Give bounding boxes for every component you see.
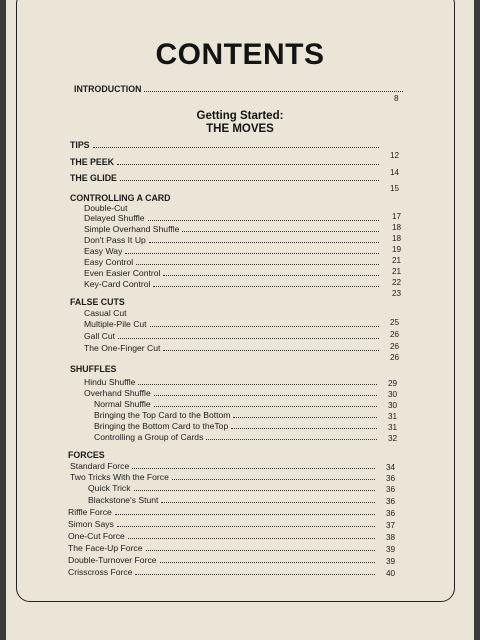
toc-page-number: 17 <box>392 212 402 221</box>
toc-page-number: 31 <box>388 423 398 432</box>
dot-leader <box>115 513 375 515</box>
toc-page-number: 38 <box>386 533 396 542</box>
toc-page-number: 36 <box>386 485 396 494</box>
toc-entry-label: Double-Turnover Force <box>68 555 157 565</box>
toc-page-number: 30 <box>388 390 398 399</box>
toc-entry-the-glide <box>70 172 382 183</box>
toc-page-number: 19 <box>392 245 402 254</box>
toc-entry-the-peek <box>70 156 382 167</box>
toc-page-number: 21 <box>392 267 402 276</box>
toc-entry-label: Double-Cut <box>84 203 128 213</box>
toc-section-label: CONTROLLING A CARD <box>70 193 171 203</box>
toc-entry <box>84 307 384 318</box>
toc-entry-label: Even Easier Control <box>84 268 161 278</box>
dot-leader <box>128 537 375 539</box>
toc-section-label: FALSE CUTS <box>70 297 125 307</box>
toc-entry-label: Bringing the Top Card to the Bottom <box>94 410 231 420</box>
toc-page-number: 26 <box>390 353 400 362</box>
toc-entry <box>84 256 382 267</box>
toc-page-number: 14 <box>390 168 400 177</box>
dot-leader <box>231 427 377 429</box>
toc-section-false-cuts <box>70 296 270 307</box>
toc-entry-label: INTRODUCTION <box>74 84 142 94</box>
toc-entry-label: Simon Says <box>68 519 114 529</box>
toc-entry-label: Gall Cut <box>84 331 116 341</box>
toc-entry <box>84 387 380 398</box>
toc-entry <box>84 245 382 256</box>
toc-entry <box>84 267 382 278</box>
toc-entry <box>94 431 380 442</box>
toc-entry <box>84 212 382 223</box>
toc-entry <box>84 223 382 234</box>
toc-page-number: 36 <box>386 509 396 518</box>
toc-entry <box>88 494 378 505</box>
toc-page-number: 32 <box>388 434 398 443</box>
toc-page-number: 21 <box>392 256 402 265</box>
page-title: CONTENTS <box>155 38 325 71</box>
toc-page-number: 31 <box>388 412 398 421</box>
dot-leader <box>138 383 377 385</box>
toc-entry-tips <box>70 139 382 150</box>
dot-leader <box>154 394 377 396</box>
toc-page-number: 18 <box>392 234 402 243</box>
dot-leader <box>120 179 379 181</box>
toc-page-number: 34 <box>386 463 396 472</box>
toc-entry <box>94 420 380 431</box>
dot-leader <box>135 573 375 575</box>
toc-entry <box>84 342 382 353</box>
dot-leader <box>125 252 379 254</box>
dot-leader <box>172 478 375 480</box>
dot-leader <box>163 274 379 276</box>
dot-leader <box>150 325 379 327</box>
toc-entry-label: TIPS <box>70 140 90 150</box>
toc-page-number: 37 <box>386 521 396 530</box>
toc-entry-label: Standard Force <box>70 461 130 471</box>
dot-leader <box>149 241 379 243</box>
toc-entry <box>94 398 380 409</box>
dot-leader <box>144 90 403 92</box>
toc-entry-label: Riffle Force <box>68 507 112 517</box>
toc-entry <box>68 530 378 541</box>
toc-entry-label: THE GLIDE <box>70 173 117 183</box>
toc-page-number: 40 <box>386 569 396 578</box>
toc-entry <box>88 482 378 493</box>
toc-entry <box>94 409 380 420</box>
toc-entry <box>68 542 378 553</box>
toc-page-number: 25 <box>390 318 400 327</box>
dot-leader <box>132 467 375 469</box>
toc-entry-label: One-Cut Force <box>68 531 125 541</box>
toc-entry <box>68 554 378 565</box>
toc-section-label: SHUFFLES <box>70 364 117 374</box>
toc-entry-label: Casual Cut <box>84 308 127 318</box>
toc-entry <box>84 234 382 245</box>
toc-page-number: 39 <box>386 557 396 566</box>
dot-leader <box>160 561 375 563</box>
dot-leader <box>148 219 379 221</box>
toc-entry-label: Don't Pass It Up <box>84 235 146 245</box>
toc-entry <box>70 471 378 482</box>
dot-leader <box>136 263 379 265</box>
dot-leader <box>154 405 377 407</box>
toc-page-number: 39 <box>386 545 396 554</box>
dot-leader <box>117 163 379 165</box>
toc-page-number: 23 <box>392 289 402 298</box>
toc-page-number: 30 <box>388 401 398 410</box>
toc-section-shuffles <box>70 363 270 374</box>
toc-page-number: 22 <box>392 278 402 287</box>
dot-leader <box>153 285 379 287</box>
dot-leader <box>117 525 375 527</box>
dot-leader <box>93 146 379 148</box>
dot-leader <box>146 549 375 551</box>
dot-leader <box>182 230 379 232</box>
dot-leader <box>206 438 377 440</box>
toc-entry <box>68 518 378 529</box>
toc-entry-label: Delayed Shuffle <box>84 213 145 223</box>
toc-entry-label: Easy Control <box>84 257 134 267</box>
toc-entry-label: Crisscross Force <box>68 567 133 577</box>
dot-leader <box>134 489 376 491</box>
toc-page-number: 26 <box>390 342 400 351</box>
toc-entry <box>68 566 378 577</box>
dot-leader <box>233 416 377 418</box>
toc-page-number: 15 <box>390 184 400 193</box>
toc-entry-label: Multiple-Pile Cut <box>84 319 147 329</box>
toc-entry <box>70 460 378 471</box>
toc-page-number: 26 <box>390 330 400 339</box>
toc-entry <box>84 278 382 289</box>
toc-entry-label: THE PEEK <box>70 157 114 167</box>
dot-leader <box>118 337 379 339</box>
toc-page-number: 8 <box>394 94 399 103</box>
toc-entry-label: Easy Way <box>84 246 123 256</box>
toc-section-label: FORCES <box>68 450 105 460</box>
toc-entry <box>84 318 382 329</box>
toc-entry <box>84 330 382 341</box>
toc-entry-label: Key-Card Control <box>84 279 151 289</box>
toc-entry-label: Bringing the Bottom Card to theTop <box>94 421 229 431</box>
toc-entry <box>84 376 380 387</box>
book-page <box>6 0 474 640</box>
toc-entry-label: Two Tricks With the Force <box>70 472 169 482</box>
toc-entry <box>68 506 378 517</box>
toc-entry-label: Simple Overhand Shuffle <box>84 224 180 234</box>
toc-entry-introduction <box>74 83 406 94</box>
toc-entry-label: The One-Finger Cut <box>84 343 161 353</box>
toc-entry-label: Hindu Shuffle <box>84 377 136 387</box>
part-heading-line1: Getting Started: <box>196 110 284 122</box>
toc-entry-label: Blackstone's Stunt <box>88 495 159 505</box>
toc-page-number: 18 <box>392 223 402 232</box>
toc-entry-label: Normal Shuffle <box>94 399 151 409</box>
toc-entry-label: The Face-Up Force <box>68 543 143 553</box>
dot-leader <box>163 349 379 351</box>
toc-entry-label: Quick Trick <box>88 483 131 493</box>
part-heading-line2: THE MOVES <box>206 123 274 135</box>
toc-entry-label: Overhand Shuffle <box>84 388 151 398</box>
dot-leader <box>161 501 375 503</box>
toc-page-number: 12 <box>390 151 400 160</box>
toc-entry-label: Controlling a Group of Cards <box>94 432 204 442</box>
toc-page-number: 36 <box>386 474 396 483</box>
toc-page-number: 36 <box>386 497 396 506</box>
toc-page-number: 29 <box>388 379 398 388</box>
toc-section-forces <box>68 449 268 460</box>
